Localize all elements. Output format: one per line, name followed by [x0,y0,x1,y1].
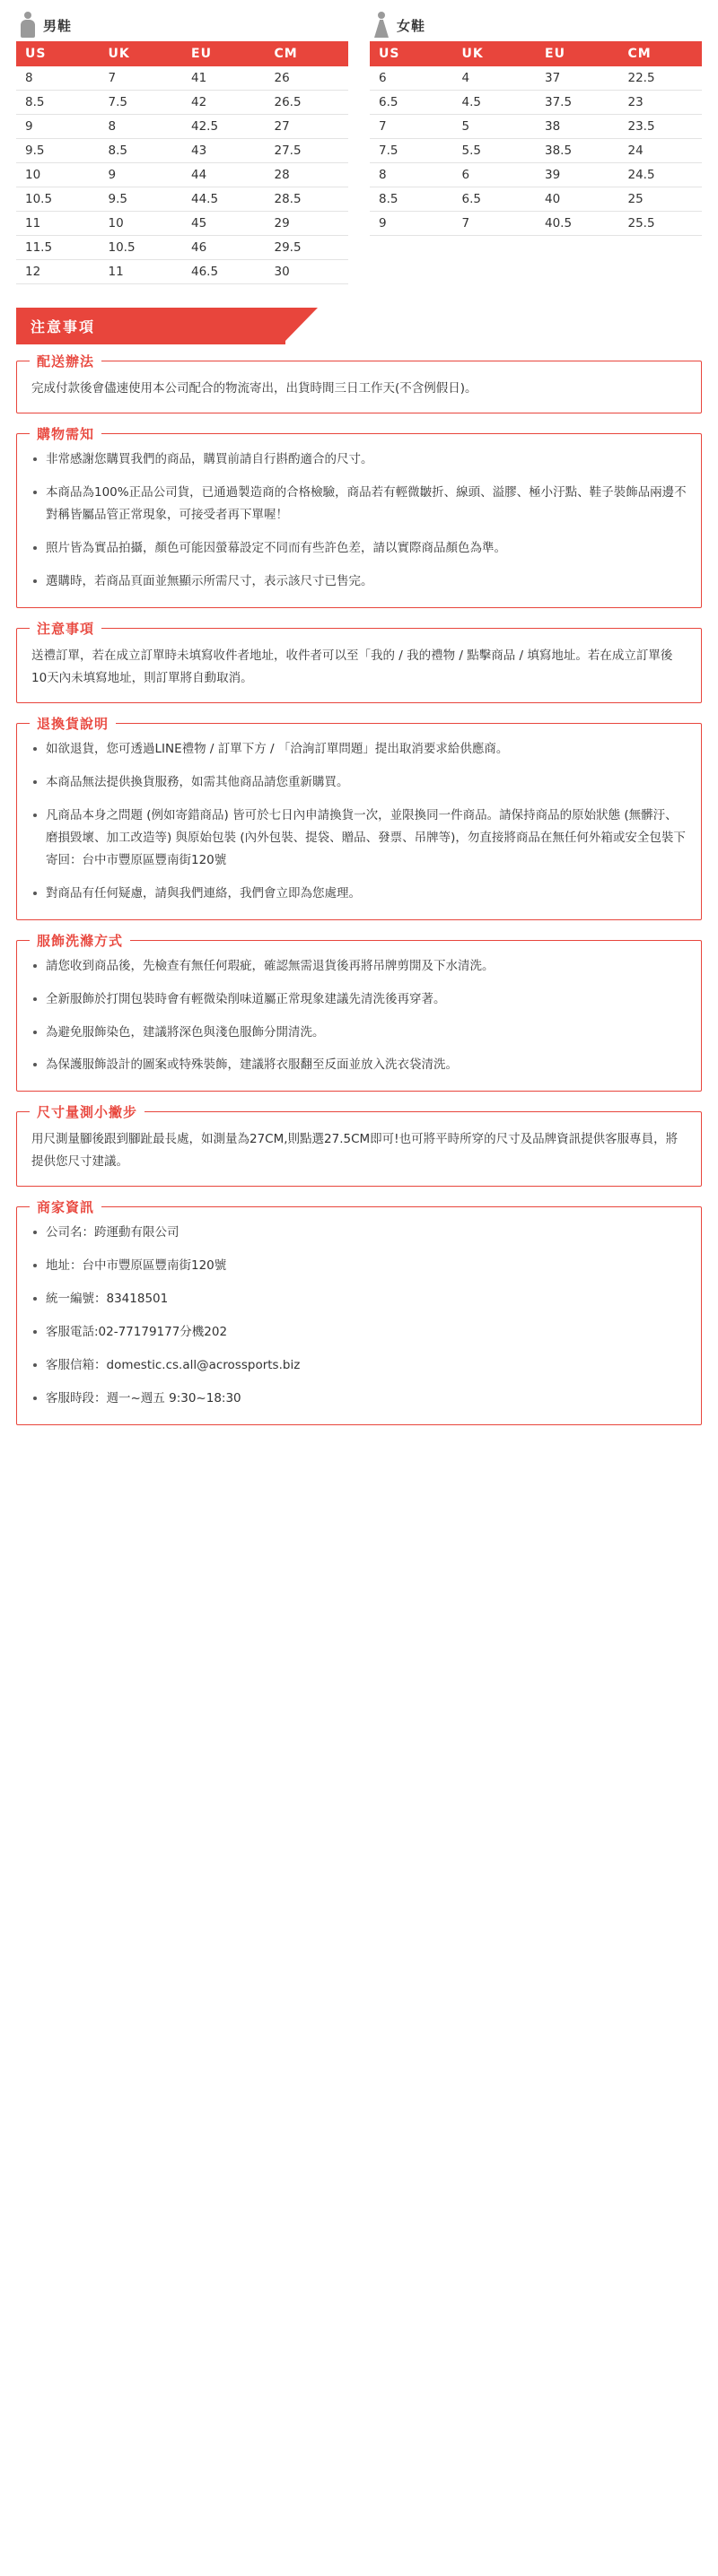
table-row [370,163,702,187]
section-title: 服飾洗滌方式 [30,931,130,950]
cell-uk: 8.5 [100,139,183,163]
cell-us: 12 [16,260,100,284]
cell-uk: 5.5 [453,139,537,163]
cell-us: 11.5 [16,236,100,260]
table-header-row [370,41,702,66]
cell-cm: 28 [266,163,349,187]
cell-cm: 25.5 [619,212,703,236]
size-table-mens [16,41,348,284]
table-row [16,66,348,91]
cell-us: 6.5 [370,91,453,115]
cell-us: 8.5 [16,91,100,115]
cell-uk: 6.5 [453,187,537,212]
cell-us: 8 [16,66,100,91]
size-chart-section [0,0,718,284]
section-paragraph: 用尺測量腳後跟到腳趾最長處，如測量為27CM,則點選27.5CM即可!也可將平時所穿的尺寸及品牌資訊提供客服專員，將提供您尺寸建議。 [31,1132,679,1170]
cell-eu: 37 [536,66,619,91]
table-row [370,139,702,163]
cell-uk: 5 [453,115,537,139]
cell-cm: 22.5 [619,66,703,91]
cell-cm: 28.5 [266,187,349,212]
cell-us: 9.5 [16,139,100,163]
section-attention [16,620,702,703]
section-bullet-list [31,448,687,593]
list-item-tax-id: 統一編號：83418501 [31,1288,687,1310]
cell-uk: 4 [453,66,537,91]
column-header-us: US [370,41,453,66]
cell-uk: 10 [100,212,183,236]
table-header-row [16,41,348,66]
list-item-company-name: 公司名：跨運動有限公司 [31,1222,687,1244]
cell-cm: 26 [266,66,349,91]
section-bullet-list [31,955,687,1077]
list-item-hours: 客服時段：週一~週五 9:30~18:30 [31,1388,687,1410]
table-row [16,91,348,115]
cell-uk: 8 [100,115,183,139]
table-row [16,187,348,212]
section-returns [16,715,702,920]
size-chart-womens [370,9,702,284]
cell-us: 10 [16,163,100,187]
column-header-uk: UK [453,41,537,66]
table-row [16,163,348,187]
cell-cm: 24.5 [619,163,703,187]
notice-banner: 注意事項 [16,308,285,344]
list-item: 凡商品本身之問題 (例如寄錯商品) 皆可於七日內申請換貨一次，並限換同一件商品。請保持商品的原始狀態 (無髒汙、磨損毀壞、加工改造等) 與原始包裝 (內外包裝、提袋、贈品、發票、吊牌等)，勿直接將商品在無任何外箱或安全包裝下寄回：台中市豐原區豐南街120號 [31,805,687,872]
cell-eu: 40.5 [536,212,619,236]
cell-us: 10.5 [16,187,100,212]
cell-eu: 46.5 [182,260,266,284]
cell-cm: 27 [266,115,349,139]
cell-cm: 29.5 [266,236,349,260]
size-chart-womens-header [370,9,702,41]
cell-uk: 7 [100,66,183,91]
cell-us: 7.5 [370,139,453,163]
cell-cm: 25 [619,187,703,212]
column-header-eu: EU [182,41,266,66]
cell-cm: 23 [619,91,703,115]
cell-eu: 38.5 [536,139,619,163]
table-row [16,236,348,260]
cell-uk: 4.5 [453,91,537,115]
notice-sections [0,344,718,1425]
cell-cm: 27.5 [266,139,349,163]
section-title: 商家資訊 [30,1197,101,1216]
cell-us: 8.5 [370,187,453,212]
cell-eu: 37.5 [536,91,619,115]
cell-eu: 46 [182,236,266,260]
size-chart-womens-title: 女鞋 [397,17,426,34]
cell-us: 6 [370,66,453,91]
section-paragraph: 完成付款後會儘速使用本公司配合的物流寄出，出貨時間三日工作天(不含例假日)。 [31,381,477,396]
section-title: 退換貨說明 [30,714,116,733]
list-item: 為避免服飾染色，建議將深色與淺色服飾分開清洗。 [31,1022,687,1044]
table-row [16,115,348,139]
section-merchant-info [16,1199,702,1425]
list-item: 本商品無法提供換貨服務，如需其他商品請您重新購買。 [31,771,687,794]
cell-eu: 42.5 [182,115,266,139]
table-row [370,187,702,212]
list-item: 對商品有任何疑慮，請與我們連絡，我們會立即為您處理。 [31,883,687,905]
section-shipping [16,353,702,413]
cell-eu: 42 [182,91,266,115]
list-item: 照片皆為實品拍攝，顏色可能因螢幕設定不同而有些許色差，請以實際商品顏色為準。 [31,537,687,560]
cell-cm: 24 [619,139,703,163]
section-paragraph: 送禮訂單，若在成立訂單時未填寫收件者地址，收件者可以至「我的 / 我的禮物 / 點擊商品 / 填寫地址。若在成立訂單後10天內未填寫地址，則訂單將自動取消。 [31,648,673,685]
table-row [370,66,702,91]
size-chart-mens-title: 男鞋 [43,17,73,34]
cell-eu: 45 [182,212,266,236]
column-header-us: US [16,41,100,66]
cell-eu: 41 [182,66,266,91]
column-header-eu: EU [536,41,619,66]
cell-eu: 38 [536,115,619,139]
cell-eu: 43 [182,139,266,163]
cell-eu: 39 [536,163,619,187]
list-item: 非常感謝您購買我們的商品，購買前請自行斟酌適合的尺寸。 [31,448,687,471]
cell-eu: 40 [536,187,619,212]
table-row [16,212,348,236]
size-table-womens [370,41,702,236]
list-item: 本商品為100%正品公司貨，已通過製造商的合格檢驗，商品若有輕微皺折、線頭、溢膠、極小汙點、鞋子裝飾品兩邊不對稱皆屬品管正常現象，可接受者再下單喔！ [31,482,687,527]
cell-eu: 44 [182,163,266,187]
cell-uk: 6 [453,163,537,187]
cell-uk: 10.5 [100,236,183,260]
cell-us: 7 [370,115,453,139]
section-bullet-list [31,1222,687,1410]
section-measure-tips [16,1104,702,1187]
column-header-cm: CM [266,41,349,66]
section-title: 配送辦法 [30,352,101,370]
table-row [370,115,702,139]
size-chart-mens [16,9,348,284]
cell-uk: 9.5 [100,187,183,212]
notice-banner-wrap [0,284,718,344]
list-item-email: 客服信箱：domestic.cs.all@acrossports.biz [31,1354,687,1377]
list-item-phone: 客服電話:02-77179177分機202 [31,1321,687,1344]
section-title: 注意事項 [30,619,101,638]
cell-us: 11 [16,212,100,236]
list-item-address: 地址：台中市豐原區豐南街120號 [31,1255,687,1277]
cell-cm: 23.5 [619,115,703,139]
column-header-uk: UK [100,41,183,66]
female-person-icon [372,12,391,39]
cell-uk: 7.5 [100,91,183,115]
list-item: 請您收到商品後，先檢查有無任何瑕疵，確認無需退貨後再將吊牌剪開及下水清洗。 [31,955,687,978]
male-person-icon [18,12,38,39]
column-header-cm: CM [619,41,703,66]
size-chart-mens-header [16,9,348,41]
cell-us: 9 [16,115,100,139]
table-row [16,260,348,284]
cell-uk: 7 [453,212,537,236]
section-title: 尺寸量測小撇步 [30,1102,144,1121]
cell-uk: 11 [100,260,183,284]
cell-cm: 26.5 [266,91,349,115]
section-title: 購物需知 [30,424,101,443]
list-item: 選購時，若商品頁面並無顯示所需尺寸，表示該尺寸已售完。 [31,570,687,593]
cell-uk: 9 [100,163,183,187]
table-row [16,139,348,163]
cell-eu: 44.5 [182,187,266,212]
table-row [370,91,702,115]
table-row [370,212,702,236]
list-item: 全新服飾於打開包裝時會有輕微染削味道屬正常現象建議先清洗後再穿著。 [31,988,687,1011]
cell-us: 9 [370,212,453,236]
cell-us: 8 [370,163,453,187]
list-item: 如欲退貨，您可透過LINE禮物 / 訂單下方 / 「洽詢訂單問題」提出取消要求給供應商。 [31,738,687,761]
cell-cm: 30 [266,260,349,284]
section-bullet-list [31,738,687,905]
list-item: 為保護服飾設計的圖案或特殊裝飾，建議將衣服翻至反面並放入洗衣袋清洗。 [31,1054,687,1076]
section-washing [16,932,702,1092]
cell-cm: 29 [266,212,349,236]
section-shopping-notes [16,425,702,608]
